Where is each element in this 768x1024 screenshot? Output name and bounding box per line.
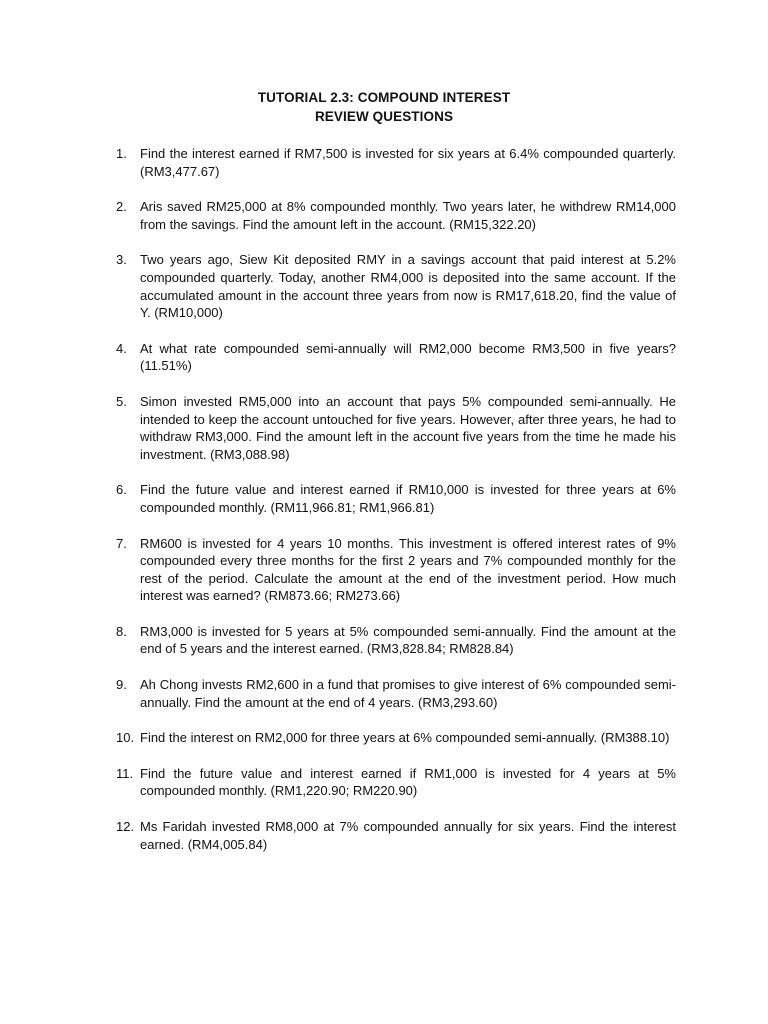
question-list [116,145,676,871]
question-number: 12. [116,819,135,835]
question-item [116,145,676,180]
question-text: Find the interest earned if RM7,500 is invested for six years at 6.4% compounded quarterly. (RM3,477.67) [140,146,676,179]
question-item [116,535,676,605]
question-number: 11. [116,765,134,781]
question-number: 4. [116,340,127,356]
question-text: Ms Faridah invested RM8,000 at 7% compounded annually for six years. Find the interest earned. (RM4,005.84) [140,819,676,852]
document-header [0,88,768,126]
question-item [116,340,676,375]
question-number: 10. [116,730,135,746]
question-text: Find the future value and interest earned if RM1,000 is invested for 4 years at 5% compounded monthly. (RM1,220.90; RM220.90) [140,765,676,799]
question-item [116,481,676,516]
question-item [116,765,676,800]
page-title: TUTORIAL 2.3: COMPOUND INTEREST [257,90,511,105]
question-text: Aris saved RM25,000 at 8% compounded monthly. Two years later, he withdrew RM14,000 from the savings. Find the amount left in the account. (RM15,322.20) [140,199,676,232]
question-number: 6. [116,482,127,498]
question-number: 9. [116,677,127,693]
question-number: 3. [116,252,127,268]
question-text: At what rate compounded semi-annually will RM2,000 become RM3,500 in five years? (11.51%) [140,340,676,374]
question-text: Ah Chong invests RM2,600 in a fund that promises to give interest of 6% compounded semi-annually. Find the amount at the end of 4 years. (RM3,293.60) [140,677,676,710]
question-text: Two years ago, Siew Kit deposited RMY in a savings account that paid interest at 5.2% compounded quarterly. Today, another RM4,000 is deposited into the same account. If the accumulated amount in the account three years from now is RM17,618.20, find the value of Y. (RM10,000) [140,252,676,321]
question-item [116,676,676,711]
question-item [116,393,676,463]
question-text: RM3,000 is invested for 5 years at 5% compounded semi-annually. Find the amount at the end of 5 years and the interest earned. (RM3,828.84; RM828.84) [140,623,676,657]
question-text: Find the interest on RM2,000 for three years at 6% compounded semi-annually. (RM388.10) [140,730,670,746]
question-number: 8. [116,623,127,639]
question-text: Find the future value and interest earned if RM10,000 is invested for three years at 6% compounded monthly. (RM11,966.81; RM1,966.81) [140,482,676,515]
page-subtitle: REVIEW QUESTIONS [314,109,454,124]
question-item [116,623,676,658]
question-text: RM600 is invested for 4 years 10 months. This investment is offered interest rates of 9% compounded every three months for the first 2 years and 7% compounded monthly for the rest of the period. Calculate the amount at the end of the investment period. How much interest was earned? (RM873.66; RM273.66) [140,535,676,604]
question-item [116,729,676,747]
question-item [116,818,676,853]
question-number: 7. [116,535,127,551]
question-item [116,251,676,321]
question-number: 2. [116,199,127,215]
question-text: Simon invested RM5,000 into an account that pays 5% compounded semi-annually. He intended to keep the account untouched for five years. However, after three years, he had to withdraw RM3,000. Find the amount left in the account five years from the time he made his investment. (RM3,088.98) [140,393,676,462]
question-number: 1. [116,146,127,161]
question-number: 5. [116,393,127,409]
question-item [116,198,676,233]
